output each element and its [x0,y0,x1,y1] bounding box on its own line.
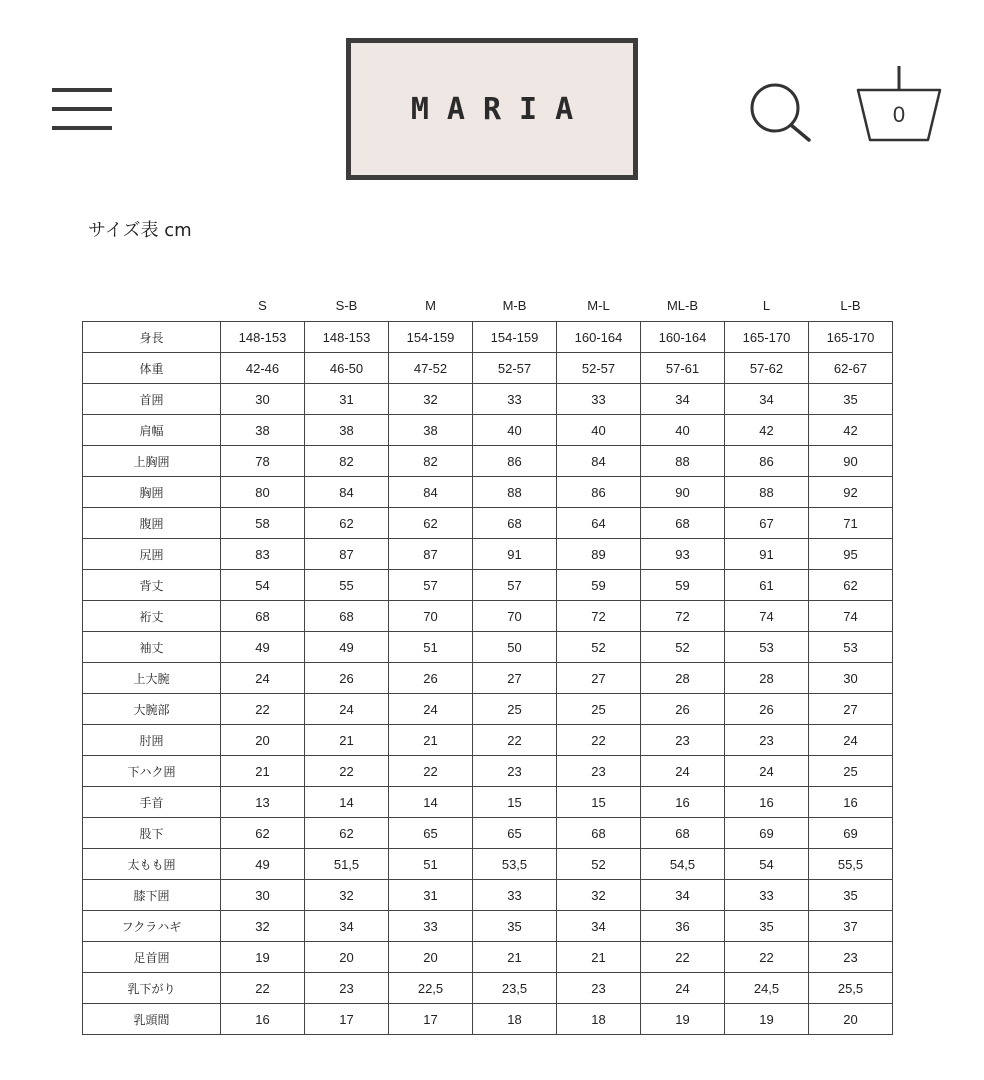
table-cell: 28 [725,663,809,694]
table-row [83,942,893,973]
row-label: 下ハク囲 [83,756,221,787]
size-table-body [83,322,893,1035]
table-cell: 51,5 [305,849,389,880]
table-cell: 26 [641,694,725,725]
table-cell: 22 [221,973,305,1004]
table-cell: 57-62 [725,353,809,384]
table-cell: 32 [389,384,473,415]
table-cell: 38 [221,415,305,446]
table-cell: 20 [809,1004,893,1035]
table-row [83,322,893,353]
table-cell: 59 [641,570,725,601]
table-cell: 59 [557,570,641,601]
table-cell: 88 [725,477,809,508]
table-cell: 40 [473,415,557,446]
table-cell: 23 [725,725,809,756]
table-row [83,384,893,415]
search-icon [748,80,814,144]
table-cell: 23 [305,973,389,1004]
row-label: 乳下がり [83,973,221,1004]
table-cell: 84 [305,477,389,508]
table-cell: 86 [725,446,809,477]
size-table [82,290,893,1035]
table-cell: 34 [557,911,641,942]
table-cell: 24 [389,694,473,725]
table-cell: 58 [221,508,305,539]
table-cell: 22 [389,756,473,787]
table-cell: 21 [305,725,389,756]
table-row [83,353,893,384]
row-label: 胸囲 [83,477,221,508]
table-cell: 21 [389,725,473,756]
table-cell: 54,5 [641,849,725,880]
table-cell: 68 [557,818,641,849]
table-cell: 82 [305,446,389,477]
table-cell: 22 [641,942,725,973]
table-row [83,663,893,694]
logo[interactable] [346,38,638,180]
table-cell: 27 [809,694,893,725]
row-label: 大腕部 [83,694,221,725]
row-label: 肘囲 [83,725,221,756]
size-table-caption: サイズ表 cm [88,220,192,241]
table-cell: 82 [389,446,473,477]
table-cell: 32 [305,880,389,911]
table-cell: 33 [557,384,641,415]
table-cell: 61 [725,570,809,601]
table-cell: 72 [641,601,725,632]
column-header: L [762,298,771,313]
table-cell: 32 [221,911,305,942]
table-cell: 84 [557,446,641,477]
column-header: L-B [840,298,861,313]
table-cell: 93 [641,539,725,570]
table-cell: 23 [557,756,641,787]
table-cell: 14 [389,787,473,818]
table-cell: 22 [305,756,389,787]
table-cell: 23 [473,756,557,787]
row-label: 裄丈 [83,601,221,632]
table-cell: 24 [221,663,305,694]
column-header: M-L [587,298,610,313]
table-cell: 23 [809,942,893,973]
table-cell: 62-67 [809,353,893,384]
table-cell: 19 [221,942,305,973]
table-corner [83,290,221,322]
table-cell: 16 [641,787,725,818]
table-cell: 23 [557,973,641,1004]
table-cell: 154-159 [389,322,473,353]
table-cell: 69 [809,818,893,849]
table-cell: 35 [473,911,557,942]
table-cell: 35 [809,880,893,911]
table-cell: 62 [221,818,305,849]
table-cell: 25,5 [809,973,893,1004]
table-cell: 19 [641,1004,725,1035]
table-cell: 33 [389,911,473,942]
row-label: 袖丈 [83,632,221,663]
cart-count: 0 [892,102,906,127]
table-cell: 22 [725,942,809,973]
column-header: S-B [335,298,358,313]
table-cell: 65 [473,818,557,849]
table-cell: 42 [809,415,893,446]
table-cell: 165-170 [809,322,893,353]
table-cell: 148-153 [221,322,305,353]
column-header: ML-B [666,298,699,313]
table-cell: 24 [641,756,725,787]
table-cell: 87 [305,539,389,570]
table-row [83,849,893,880]
table-row [83,601,893,632]
table-cell: 52 [557,632,641,663]
table-row [83,508,893,539]
table-row [83,446,893,477]
column-header: M-B [502,298,527,313]
site-header [0,0,984,190]
table-cell: 22 [473,725,557,756]
table-cell: 57 [389,570,473,601]
row-label: 腹囲 [83,508,221,539]
table-cell: 160-164 [557,322,641,353]
size-table-header [83,290,893,322]
table-cell: 49 [221,632,305,663]
table-cell: 70 [389,601,473,632]
table-cell: 22 [221,694,305,725]
table-cell: 92 [809,477,893,508]
table-cell: 91 [725,539,809,570]
table-row [83,632,893,663]
column-header: S [258,298,267,313]
table-cell: 17 [389,1004,473,1035]
table-cell: 24 [641,973,725,1004]
row-label: 膝下囲 [83,880,221,911]
table-cell: 22 [557,725,641,756]
table-cell: 16 [809,787,893,818]
table-cell: 74 [725,601,809,632]
table-cell: 20 [389,942,473,973]
table-cell: 25 [809,756,893,787]
table-cell: 50 [473,632,557,663]
table-cell: 26 [389,663,473,694]
table-row [83,973,893,1004]
row-label: 背丈 [83,570,221,601]
table-cell: 51 [389,849,473,880]
logo-text: MARIA [410,91,592,127]
table-cell: 38 [389,415,473,446]
table-cell: 68 [221,601,305,632]
table-cell: 68 [641,508,725,539]
table-cell: 25 [473,694,557,725]
table-cell: 40 [557,415,641,446]
table-cell: 35 [725,911,809,942]
table-row [83,477,893,508]
table-cell: 88 [641,446,725,477]
row-label: 肩幅 [83,415,221,446]
table-cell: 15 [557,787,641,818]
table-cell: 68 [305,601,389,632]
table-cell: 24 [725,756,809,787]
table-cell: 62 [809,570,893,601]
table-cell: 154-159 [473,322,557,353]
table-cell: 34 [305,911,389,942]
table-cell: 33 [473,384,557,415]
table-row [83,818,893,849]
table-cell: 23,5 [473,973,557,1004]
table-cell: 16 [221,1004,305,1035]
table-cell: 17 [305,1004,389,1035]
table-cell: 89 [557,539,641,570]
table-cell: 74 [809,601,893,632]
table-cell: 84 [389,477,473,508]
table-cell: 26 [725,694,809,725]
table-cell: 34 [641,384,725,415]
table-cell: 24 [305,694,389,725]
table-cell: 90 [641,477,725,508]
table-cell: 90 [809,446,893,477]
table-cell: 49 [305,632,389,663]
table-cell: 62 [305,818,389,849]
table-cell: 83 [221,539,305,570]
table-cell: 31 [305,384,389,415]
table-row [83,756,893,787]
table-row [83,880,893,911]
table-cell: 18 [473,1004,557,1035]
table-cell: 14 [305,787,389,818]
table-cell: 30 [221,880,305,911]
table-cell: 68 [473,508,557,539]
table-cell: 64 [557,508,641,539]
row-label: 太もも囲 [83,849,221,880]
cart-button[interactable] [854,64,944,146]
table-row [83,415,893,446]
table-cell: 18 [557,1004,641,1035]
table-cell: 165-170 [725,322,809,353]
table-cell: 55,5 [809,849,893,880]
table-cell: 65 [389,818,473,849]
table-cell: 160-164 [641,322,725,353]
search-button[interactable] [748,80,814,144]
table-cell: 52-57 [473,353,557,384]
table-row [83,787,893,818]
table-cell: 53 [809,632,893,663]
table-cell: 87 [389,539,473,570]
table-row [83,1004,893,1035]
table-cell: 20 [305,942,389,973]
table-cell: 78 [221,446,305,477]
table-cell: 23 [641,725,725,756]
row-label: 手首 [83,787,221,818]
table-cell: 47-52 [389,353,473,384]
table-cell: 24 [809,725,893,756]
table-cell: 86 [473,446,557,477]
table-cell: 34 [725,384,809,415]
row-label: 乳頭間 [83,1004,221,1035]
table-cell: 30 [809,663,893,694]
table-cell: 31 [389,880,473,911]
table-row [83,911,893,942]
table-cell: 54 [725,849,809,880]
row-label: フクラハギ [83,911,221,942]
table-cell: 33 [725,880,809,911]
table-cell: 53 [725,632,809,663]
table-cell: 57-61 [641,353,725,384]
table-cell: 38 [305,415,389,446]
table-cell: 95 [809,539,893,570]
table-cell: 19 [725,1004,809,1035]
table-cell: 21 [473,942,557,973]
row-label: 足首囲 [83,942,221,973]
table-cell: 52 [557,849,641,880]
table-cell: 20 [221,725,305,756]
row-label: 首囲 [83,384,221,415]
table-cell: 68 [641,818,725,849]
table-cell: 21 [557,942,641,973]
table-cell: 27 [557,663,641,694]
table-cell: 22,5 [389,973,473,1004]
table-cell: 36 [641,911,725,942]
table-cell: 52-57 [557,353,641,384]
table-cell: 42-46 [221,353,305,384]
table-cell: 67 [725,508,809,539]
table-cell: 62 [305,508,389,539]
row-label: 上大腕 [83,663,221,694]
table-row [83,694,893,725]
table-cell: 13 [221,787,305,818]
table-cell: 55 [305,570,389,601]
table-cell: 34 [641,880,725,911]
table-cell: 30 [221,384,305,415]
table-cell: 148-153 [305,322,389,353]
table-cell: 49 [221,849,305,880]
row-label: 体重 [83,353,221,384]
table-cell: 32 [557,880,641,911]
table-cell: 91 [473,539,557,570]
table-cell: 25 [557,694,641,725]
table-cell: 80 [221,477,305,508]
menu-button[interactable] [50,85,114,137]
table-cell: 53,5 [473,849,557,880]
table-cell: 72 [557,601,641,632]
table-cell: 69 [725,818,809,849]
table-cell: 33 [473,880,557,911]
table-cell: 21 [221,756,305,787]
table-cell: 16 [725,787,809,818]
row-label: 股下 [83,818,221,849]
table-cell: 88 [473,477,557,508]
table-cell: 62 [389,508,473,539]
table-cell: 86 [557,477,641,508]
row-label: 身長 [83,322,221,353]
table-cell: 54 [221,570,305,601]
column-header: M [425,298,436,313]
table-cell: 42 [725,415,809,446]
row-label: 上胸囲 [83,446,221,477]
table-cell: 26 [305,663,389,694]
table-cell: 37 [809,911,893,942]
table-cell: 46-50 [305,353,389,384]
table-cell: 24,5 [725,973,809,1004]
table-row [83,570,893,601]
row-label: 尻囲 [83,539,221,570]
table-cell: 28 [641,663,725,694]
table-cell: 35 [809,384,893,415]
table-cell: 15 [473,787,557,818]
table-cell: 40 [641,415,725,446]
table-cell: 57 [473,570,557,601]
table-cell: 70 [473,601,557,632]
table-cell: 51 [389,632,473,663]
table-cell: 52 [641,632,725,663]
table-row [83,725,893,756]
table-cell: 71 [809,508,893,539]
table-row [83,539,893,570]
table-cell: 27 [473,663,557,694]
